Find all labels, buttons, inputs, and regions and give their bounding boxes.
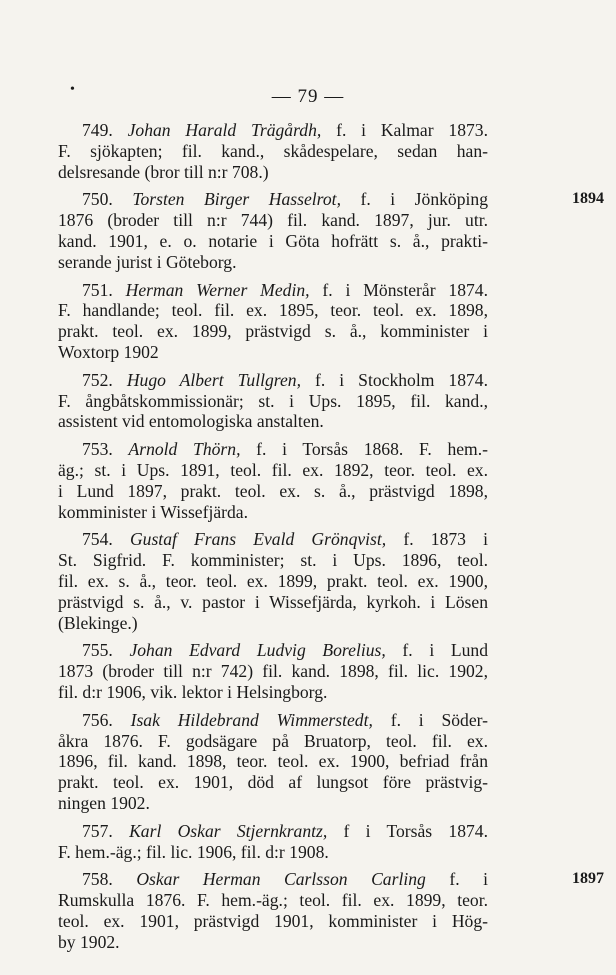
entry-text-line [58,571,488,592]
register-entry [58,710,488,814]
entry-text: åkra 1876. F. godsägare på Bruatorp, teol. fil. ex. [58,730,488,751]
entry-text-line [58,682,488,703]
register-entry [58,439,488,522]
entry-text-line [58,141,488,162]
person-name: Isak Hildebrand Wimmerstedt, [130,709,373,730]
entry-text: fil. d:r 1906, vik. lektor i Helsingborg. [58,681,328,702]
entry-heading-line [58,439,488,460]
entry-number: 754. [82,529,130,550]
margin-note: 1894 [572,190,604,208]
entry-birth-info: f. 1873 i [386,529,489,550]
entry-text: F. handlande; teol. fil. ex. 1895, teor. teol. ex. 1898, [58,300,488,321]
entry-birth-info: f. i Torsås 1868. F. hem.- [240,439,488,460]
person-name: Johan Edvard Ludvig Borelius, [129,640,386,661]
entry-text-line [58,481,488,502]
entry-text: fil. ex. s. å., teor. teol. ex. 1899, prakt. teol. ex. 1900, [58,570,488,591]
entry-text-line [58,890,488,911]
entry-number: 752. [82,369,127,390]
entry-birth-info: f i Torsås 1874. [327,820,488,841]
entry-birth-info: f. i [425,869,488,890]
person-name: Karl Oskar Stjernkrantz, [129,820,328,841]
entry-birth-info: f. i Kalmar 1873. [321,120,488,140]
entry-text: ningen 1902. [58,792,150,813]
entry-text: by 1902. [58,931,120,952]
entry-text: F. sjökapten; fil. kand., skådespelare, sedan han- [58,140,488,161]
entry-text: prakt. teol. ex. 1901, död af lungsot före prästvig- [58,772,488,793]
entry-text-line [58,911,488,932]
person-name: Arnold Thörn, [128,439,241,460]
person-name: Oskar Herman Carlsson Carling [136,869,426,890]
entry-heading-line [58,370,488,391]
entry-text: kand. 1901, e. o. notarie i Göta hofrätt s. å., prakti- [58,230,488,251]
entry-text: assistent vid entomologiska anstalten. [58,411,324,432]
page-number: — 79 — [271,86,345,107]
entry-text-line [58,300,488,321]
entry-text-line [58,162,488,183]
entry-text-line [58,321,488,342]
entry-number: 750. [82,189,133,210]
entry-text-line [58,391,488,412]
entry-text-line [58,613,488,634]
entry-text: Woxtorp 1902 [58,341,159,362]
entry-text: prakt. teol. ex. 1899, prästvigd s. å., komminister i [58,321,488,342]
entry-number: 757. [82,820,130,841]
register-entry [58,529,488,633]
entry-text: (Blekinge.) [58,612,138,633]
entry-text-line [58,932,488,953]
register-entry [58,640,488,702]
entry-text-line [58,661,488,682]
entry-heading-line [58,120,488,141]
entry-number: 753. [82,439,129,460]
entry-text: 1876 (broder till n:r 744) fil. kand. 1897, jur. utr. [58,210,488,231]
entry-birth-info: f. i Mönsterår 1874. [309,279,489,300]
entry-heading-line [58,710,488,731]
entry-text: 1896, fil. kand. 1898, teor. teol. ex. 1900, befriad från [58,751,488,772]
entry-text-line [58,460,488,481]
entry-heading-line [58,189,488,210]
entry-heading-line [58,529,488,550]
entry-text: komminister i Wissefjärda. [58,501,249,522]
person-name: Johan Harald Trägårdh, [127,120,322,140]
entry-number: 756. [82,709,131,730]
entry-text-line [58,842,488,863]
register-entry [58,869,488,952]
entry-text-line [58,231,488,252]
entry-heading-line [58,640,488,661]
page-bullet-mark: • [70,82,75,97]
entry-text-line [58,342,488,363]
register-entry [58,280,488,363]
entry-text: i Lund 1897, prakt. teol. ex. s. å., prästvigd 1898, [58,480,488,501]
register-entry [58,120,488,182]
entry-text: 1873 (broder till n:r 742) fil. kand. 1898, fil. lic. 1902, [58,661,488,682]
entry-text-line [58,502,488,523]
entry-text-line [58,592,488,613]
entry-list [58,120,488,959]
register-entry [58,370,488,432]
entry-text: Rumskulla 1876. F. hem.-äg.; teol. fil. ex. 1899, teor. [58,890,488,911]
entry-text-line [58,411,488,432]
entry-number: 751. [82,279,126,300]
entry-number: 749. [82,120,128,140]
entry-text-line [58,751,488,772]
entry-text: F. hem.-äg.; fil. lic. 1906, fil. d:r 1908. [58,841,329,862]
entry-birth-info: f. i Lund [385,640,488,661]
entry-text: delsresande (bror till n:r 708.) [58,161,269,182]
register-entry [58,189,488,272]
person-name: Gustaf Frans Evald Grönqvist, [129,529,387,550]
entry-birth-info: f. i Söder- [372,709,489,730]
entry-text: St. Sigfrid. F. komminister; st. i Ups. 1896, teol. [58,550,488,571]
entry-text-line [58,731,488,752]
entry-number: 758. [82,869,137,890]
entry-text: teol. ex. 1901, prästvigd 1901, komminister i Hög- [58,910,488,931]
entry-number: 755. [82,640,130,661]
entry-birth-info: f. i Stockholm 1874. [300,369,489,390]
entry-text-line [58,772,488,793]
entry-text: serande jurist i Göteborg. [58,251,237,272]
margin-note: 1897 [572,870,604,888]
entry-text-line [58,793,488,814]
entry-text-line [58,210,488,231]
register-entry [58,821,488,863]
entry-text-line [58,550,488,571]
entry-birth-info: f. i Jönköping [340,189,488,210]
person-name: Hugo Albert Tullgren, [126,369,301,390]
entry-heading-line [58,280,488,301]
entry-text: äg.; st. i Ups. 1891, teol. fil. ex. 1892, teor. teol. ex. [58,459,488,480]
person-name: Herman Werner Medin, [125,279,310,300]
entry-heading-line [58,821,488,842]
entry-heading-line [58,869,488,890]
entry-text: prästvigd s. å., v. pastor i Wissefjärda, kyrkoh. i Lösen [58,591,488,612]
entry-text: F. ångbåtskommissionär; st. i Ups. 1895, fil. kand., [58,390,488,411]
person-name: Torsten Birger Hasselrot, [132,189,341,210]
entry-text-line [58,252,488,273]
